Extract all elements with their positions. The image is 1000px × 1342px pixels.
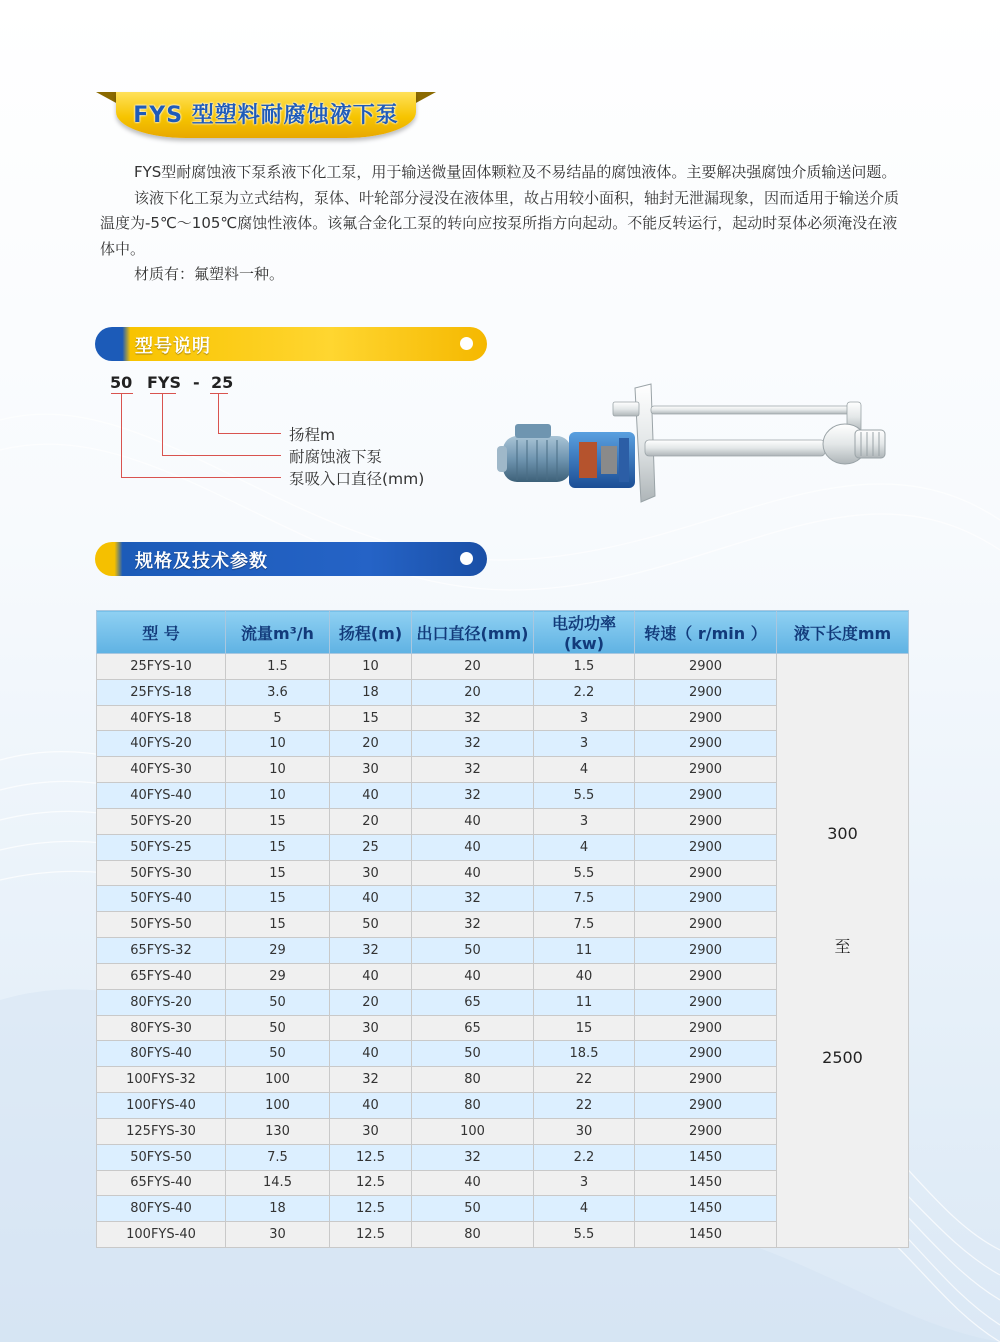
cell-speed: 2900	[635, 654, 777, 680]
cell-power: 15	[534, 1015, 635, 1041]
cell-speed: 2900	[635, 1093, 777, 1119]
model-code-diameter: 50	[110, 373, 133, 392]
cell-speed: 2900	[635, 1015, 777, 1041]
cell-speed: 1450	[635, 1222, 777, 1248]
cell-model: 100FYS-40	[97, 1222, 226, 1248]
model-code-separator: -	[193, 373, 200, 392]
table-header-row	[97, 611, 909, 654]
cell-outlet: 32	[412, 731, 534, 757]
cell-outlet: 40	[412, 808, 534, 834]
cell-flow: 50	[226, 989, 330, 1015]
cell-speed: 1450	[635, 1170, 777, 1196]
cell-model: 50FYS-50	[97, 912, 226, 938]
cell-flow: 10	[226, 757, 330, 783]
intro-text	[100, 160, 908, 288]
cell-power: 5.5	[534, 783, 635, 809]
spec-table-container	[96, 610, 908, 1248]
bullet-dot-icon	[460, 337, 473, 350]
cell-head: 25	[330, 834, 412, 860]
cell-model: 40FYS-20	[97, 731, 226, 757]
cell-model: 25FYS-18	[97, 679, 226, 705]
model-code-type: FYS	[147, 373, 182, 392]
cell-head: 15	[330, 705, 412, 731]
cell-speed: 1450	[635, 1196, 777, 1222]
bullet-dot-icon	[460, 552, 473, 565]
header-submerged-length: 液下长度mm	[777, 611, 909, 654]
cell-head: 12.5	[330, 1222, 412, 1248]
header-head: 扬程(m)	[330, 611, 412, 654]
cell-speed: 2900	[635, 679, 777, 705]
cell-head: 18	[330, 679, 412, 705]
cell-speed: 2900	[635, 938, 777, 964]
cell-power: 22	[534, 1093, 635, 1119]
cell-power: 7.5	[534, 886, 635, 912]
cell-head: 50	[330, 912, 412, 938]
cell-head: 32	[330, 1067, 412, 1093]
cell-model: 100FYS-32	[97, 1067, 226, 1093]
cell-power: 7.5	[534, 912, 635, 938]
cell-power: 3	[534, 705, 635, 731]
cell-model: 80FYS-20	[97, 989, 226, 1015]
cell-speed: 2900	[635, 989, 777, 1015]
header-model: 型 号	[97, 611, 226, 654]
cell-flow: 10	[226, 783, 330, 809]
cell-speed: 1450	[635, 1144, 777, 1170]
cell-model: 25FYS-10	[97, 654, 226, 680]
cell-flow: 10	[226, 731, 330, 757]
cell-power: 4	[534, 834, 635, 860]
cell-head: 40	[330, 1041, 412, 1067]
cell-power: 11	[534, 989, 635, 1015]
cell-speed: 2900	[635, 860, 777, 886]
section-title-model: 型号说明	[135, 336, 211, 357]
submerged-length-length-to: 2500	[822, 1048, 863, 1068]
cell-flow: 100	[226, 1067, 330, 1093]
cell-head: 10	[330, 654, 412, 680]
cell-power: 30	[534, 1118, 635, 1144]
cell-model: 80FYS-30	[97, 1015, 226, 1041]
cell-head: 12.5	[330, 1170, 412, 1196]
cell-flow: 15	[226, 912, 330, 938]
section-header-model	[95, 327, 487, 361]
title-ribbon	[96, 88, 436, 144]
table-row	[97, 654, 909, 680]
page-title: FYS 型塑料耐腐蚀液下泵	[133, 103, 399, 128]
cell-speed: 2900	[635, 963, 777, 989]
cell-power: 2.2	[534, 1144, 635, 1170]
cell-outlet: 40	[412, 860, 534, 886]
connector-diameter	[121, 393, 281, 478]
spec-table	[96, 610, 909, 1248]
cell-flow: 50	[226, 1041, 330, 1067]
ribbon-tail-right	[414, 92, 436, 104]
cell-model: 50FYS-20	[97, 808, 226, 834]
cell-model: 50FYS-40	[97, 886, 226, 912]
cell-power: 1.5	[534, 654, 635, 680]
cell-outlet: 40	[412, 963, 534, 989]
cell-outlet: 32	[412, 705, 534, 731]
cell-head: 40	[330, 1093, 412, 1119]
cell-power: 11	[534, 938, 635, 964]
cell-flow: 130	[226, 1118, 330, 1144]
cell-outlet: 65	[412, 1015, 534, 1041]
cell-outlet: 20	[412, 654, 534, 680]
cell-model: 65FYS-40	[97, 963, 226, 989]
cell-outlet: 40	[412, 834, 534, 860]
section-title-spec: 规格及技术参数	[135, 551, 268, 572]
cell-head: 20	[330, 808, 412, 834]
cell-model: 65FYS-40	[97, 1170, 226, 1196]
cell-model: 65FYS-32	[97, 938, 226, 964]
intro-paragraph-1: FYS型耐腐蚀液下泵系液下化工泵，用于输送微量固体颗粒及不易结晶的腐蚀液体。主要解决强腐蚀介质输送问题。	[134, 163, 897, 181]
cell-model: 50FYS-50	[97, 1144, 226, 1170]
cell-power: 4	[534, 757, 635, 783]
cell-model: 125FYS-30	[97, 1118, 226, 1144]
cell-power: 5.5	[534, 1222, 635, 1248]
cell-flow: 50	[226, 1015, 330, 1041]
header-speed: 转速（ r/min ）	[635, 611, 777, 654]
model-code-head: 25	[211, 373, 234, 392]
cell-outlet: 32	[412, 886, 534, 912]
submerged-length-length-to-word: 至	[834, 937, 851, 957]
cell-speed: 2900	[635, 757, 777, 783]
cell-outlet: 65	[412, 989, 534, 1015]
cell-power: 22	[534, 1067, 635, 1093]
cell-head: 30	[330, 860, 412, 886]
table-body	[97, 654, 909, 1248]
cell-flow: 30	[226, 1222, 330, 1248]
cell-model: 40FYS-40	[97, 783, 226, 809]
cell-flow: 15	[226, 834, 330, 860]
legend-diameter: 泵吸入口直径(mm)	[289, 470, 425, 488]
cell-outlet: 32	[412, 757, 534, 783]
cell-flow: 100	[226, 1093, 330, 1119]
cell-flow: 5	[226, 705, 330, 731]
cell-model: 50FYS-25	[97, 834, 226, 860]
header-motor-power: 电动功率(kw)	[534, 611, 635, 654]
cell-power: 3	[534, 1170, 635, 1196]
cell-model: 80FYS-40	[97, 1196, 226, 1222]
cell-outlet: 80	[412, 1067, 534, 1093]
cell-outlet: 20	[412, 679, 534, 705]
cell-outlet: 40	[412, 1170, 534, 1196]
cell-speed: 2900	[635, 1118, 777, 1144]
cell-power: 5.5	[534, 860, 635, 886]
legend-head: 扬程m	[289, 426, 336, 444]
cell-flow: 15	[226, 808, 330, 834]
cell-head: 40	[330, 783, 412, 809]
cell-flow: 15	[226, 860, 330, 886]
cell-speed: 2900	[635, 731, 777, 757]
cell-head: 30	[330, 757, 412, 783]
cell-speed: 2900	[635, 808, 777, 834]
cell-head: 12.5	[330, 1144, 412, 1170]
cell-flow: 29	[226, 963, 330, 989]
cell-speed: 2900	[635, 886, 777, 912]
cell-head: 40	[330, 886, 412, 912]
cell-outlet: 50	[412, 1041, 534, 1067]
cell-submerged-length	[777, 654, 909, 1248]
cell-outlet: 80	[412, 1093, 534, 1119]
cell-outlet: 50	[412, 1196, 534, 1222]
cell-outlet: 32	[412, 912, 534, 938]
cell-power: 2.2	[534, 679, 635, 705]
cell-power: 3	[534, 808, 635, 834]
cell-model: 50FYS-30	[97, 860, 226, 886]
cell-head: 30	[330, 1015, 412, 1041]
cell-model: 40FYS-18	[97, 705, 226, 731]
cell-flow: 7.5	[226, 1144, 330, 1170]
cell-head: 30	[330, 1118, 412, 1144]
cell-power: 4	[534, 1196, 635, 1222]
cell-head: 20	[330, 989, 412, 1015]
cell-speed: 2900	[635, 783, 777, 809]
cell-power: 3	[534, 731, 635, 757]
cell-speed: 2900	[635, 1067, 777, 1093]
header-flow: 流量m³/h	[226, 611, 330, 654]
cell-outlet: 50	[412, 938, 534, 964]
cell-flow: 14.5	[226, 1170, 330, 1196]
cell-speed: 2900	[635, 834, 777, 860]
cell-speed: 2900	[635, 1041, 777, 1067]
cell-power: 18.5	[534, 1041, 635, 1067]
intro-paragraph-3: 材质有：氟塑料一种。	[134, 265, 285, 283]
submerged-length-length-from: 300	[827, 824, 858, 843]
cell-flow: 1.5	[226, 654, 330, 680]
cell-head: 40	[330, 963, 412, 989]
cell-outlet: 32	[412, 783, 534, 809]
cell-flow: 29	[226, 938, 330, 964]
legend-type: 耐腐蚀液下泵	[289, 448, 383, 466]
cell-outlet: 100	[412, 1118, 534, 1144]
cell-speed: 2900	[635, 705, 777, 731]
cell-head: 32	[330, 938, 412, 964]
cell-outlet: 80	[412, 1222, 534, 1248]
cell-flow: 3.6	[226, 679, 330, 705]
cell-flow: 18	[226, 1196, 330, 1222]
cell-head: 12.5	[330, 1196, 412, 1222]
header-outlet-diameter: 出口直径(mm)	[412, 611, 534, 654]
section-header-spec	[95, 542, 487, 576]
cell-speed: 2900	[635, 912, 777, 938]
cell-model: 100FYS-40	[97, 1093, 226, 1119]
cell-flow: 15	[226, 886, 330, 912]
cell-outlet: 32	[412, 1144, 534, 1170]
cell-power: 40	[534, 963, 635, 989]
ribbon-tail-left	[96, 92, 118, 104]
cell-head: 20	[330, 731, 412, 757]
cell-model: 40FYS-30	[97, 757, 226, 783]
cell-model: 80FYS-40	[97, 1041, 226, 1067]
intro-paragraph-2: 该液下化工泵为立式结构，泵体、叶轮部分浸没在液体里，故占用较小面积，轴封无泄漏现象，因而适用于输送介质温度为-5℃～105℃腐蚀性液体。该氟合金化工泵的转向应按泵所指方向起动。不能反转运行，起动时泵体必须淹没在液体中。	[100, 188, 900, 258]
pump-product-image	[495, 368, 890, 508]
